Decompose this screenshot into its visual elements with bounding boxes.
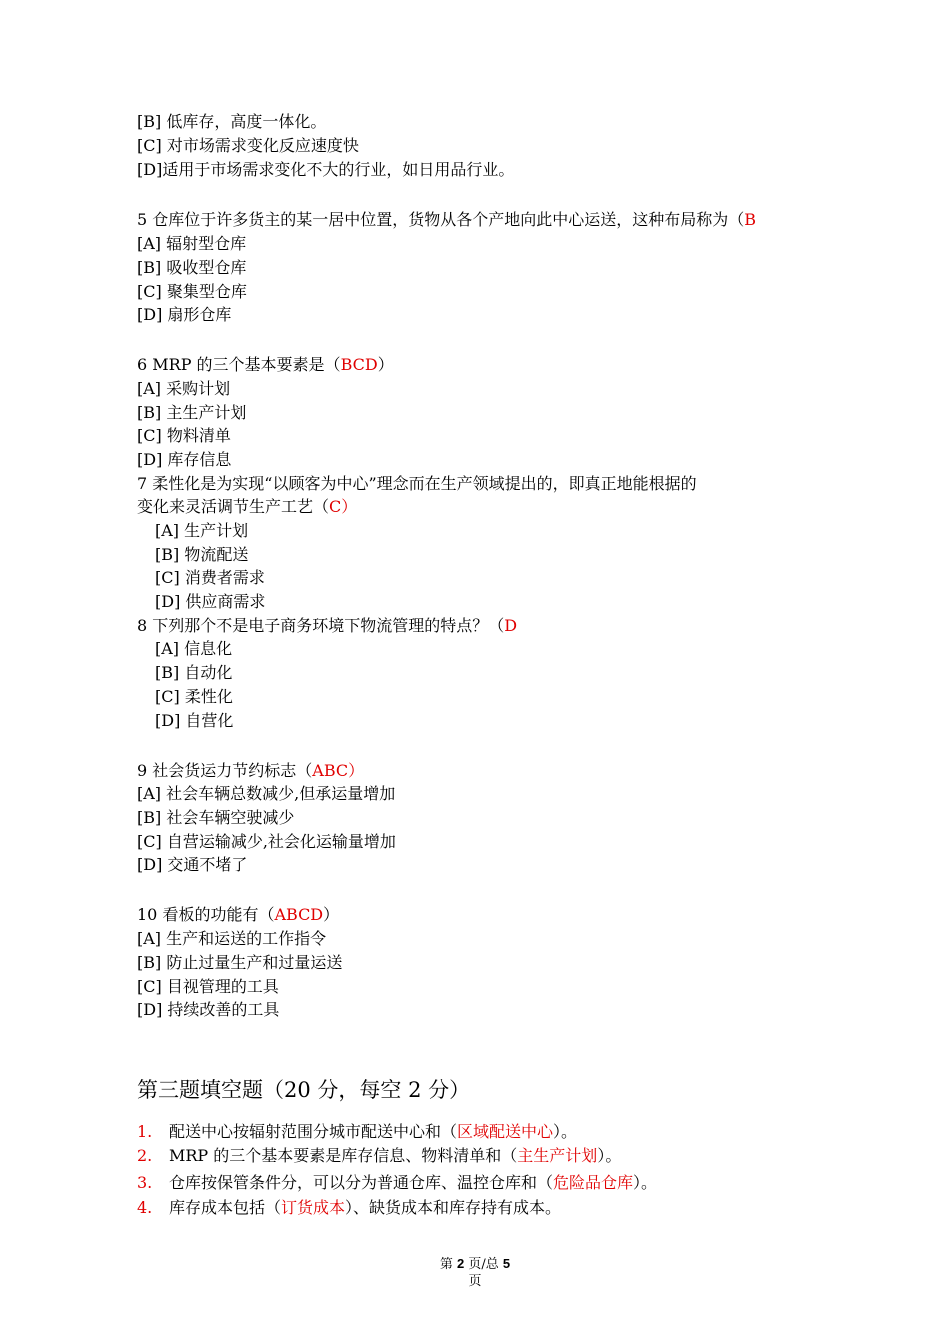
fill-item-number: 1. <box>137 1122 153 1141</box>
q6-option-b: [B] 主生产计划 <box>137 403 247 422</box>
q8-text: 8 下列那个不是电子商务环境下物流管理的特点？（ <box>137 616 505 635</box>
q5-option-c: [C] 聚集型仓库 <box>137 282 247 301</box>
fill-item-answer: 主生产计划 <box>517 1146 598 1165</box>
q10-option-c: [C] 目视管理的工具 <box>137 977 279 996</box>
q8-option-a: [A] 信息化 <box>155 639 233 658</box>
q8-option-b: [B] 自动化 <box>155 663 233 682</box>
footer-middle: 页/总 <box>464 1257 503 1272</box>
q10-close: ） <box>323 905 340 924</box>
fill-item <box>137 1144 621 1168</box>
fill-item-pre: 仓库按保管条件分，可以分为普通仓库、温控仓库和（ <box>169 1173 554 1192</box>
q10-option-a: [A] 生产和运送的工作指令 <box>137 929 327 948</box>
q4-option-d: [D]适用于市场需求变化不大的行业，如日用品行业。 <box>137 160 515 179</box>
q7-option-d: [D] 供应商需求 <box>155 592 266 611</box>
q9-option-d: [D] 交通不堵了 <box>137 855 248 874</box>
fill-item-post: ）。 <box>553 1122 578 1141</box>
q4-option-c: [C] 对市场需求变化反应速度快 <box>137 136 359 155</box>
q9-option-a: [A] 社会车辆总数减少,但承运量增加 <box>137 784 396 803</box>
q9-answer: ABC <box>312 761 349 780</box>
q10-answer: ABCD <box>274 905 324 924</box>
page-footer <box>0 1255 950 1274</box>
q8-answer: D <box>504 616 518 635</box>
q5-option-d: [D] 扇形仓库 <box>137 305 232 324</box>
fill-item-number: 3. <box>137 1173 153 1192</box>
q8-question <box>137 614 517 638</box>
q8-option-d: [D] 自营化 <box>155 711 234 730</box>
q6-option-a: [A] 采购计划 <box>137 379 231 398</box>
q7-answer: C <box>329 497 342 516</box>
q4-option-b: [B] 低库存，高度一体化。 <box>137 112 327 131</box>
q9-option-c: [C] 自营运输减少,社会化运输量增加 <box>137 832 396 851</box>
footer-page-number: 2 <box>457 1256 465 1271</box>
fill-item-answer: 区域配送中心 <box>457 1122 554 1141</box>
q7-text: 变化来灵活调节生产工艺（ <box>137 497 330 516</box>
fill-item-post: ）、缺货成本和库存持有成本。 <box>345 1198 562 1217</box>
footer-total-pages: 5 <box>502 1256 511 1271</box>
q8-option-c: [C] 柔性化 <box>155 687 233 706</box>
fill-item-answer: 危险品仓库 <box>553 1173 634 1192</box>
q7-option-a: [A] 生产计划 <box>155 521 249 540</box>
q7-question-line2 <box>137 495 357 519</box>
q5-option-b: [B] 吸收型仓库 <box>137 258 247 277</box>
q10-text: 10 看板的功能有（ <box>137 905 275 924</box>
fill-item <box>137 1171 657 1195</box>
q5-answer: B <box>744 210 757 229</box>
q7-option-b: [B] 物流配送 <box>155 545 249 564</box>
fill-item-pre: 配送中心按辐射范围分城市配送中心和（ <box>169 1122 458 1141</box>
q7-close: ） <box>341 497 358 516</box>
q5-question <box>137 208 756 232</box>
q7-option-c: [C] 消费者需求 <box>155 568 265 587</box>
section-heading: 第三题填空题（20 分，每空 2 分） <box>137 1078 471 1102</box>
q6-option-d: [D] 库存信息 <box>137 450 232 469</box>
fill-item <box>137 1120 577 1144</box>
q9-text: 9 社会货运力节约标志（ <box>137 761 313 780</box>
q10-option-b: [B] 防止过量生产和过量运送 <box>137 953 343 972</box>
q9-close: ） <box>348 761 365 780</box>
fill-item-pre: MRP 的三个基本要素是库存信息、物料清单和（ <box>169 1146 518 1165</box>
footer-page-suffix: 页 <box>468 1274 482 1289</box>
q6-close: ） <box>377 355 394 374</box>
q10-question <box>137 903 339 927</box>
q9-question <box>137 759 364 783</box>
q6-option-c: [C] 物料清单 <box>137 426 231 445</box>
fill-item-post: ）。 <box>597 1146 622 1165</box>
q5-option-a: [A] 辐射型仓库 <box>137 234 247 253</box>
footer-prefix: 第 <box>439 1257 457 1272</box>
fill-item-post: ）。 <box>633 1173 658 1192</box>
fill-item-number: 4. <box>137 1198 153 1217</box>
q10-option-d: [D] 持续改善的工具 <box>137 1000 280 1019</box>
fill-item-answer: 订货成本 <box>281 1198 346 1217</box>
q5-text: 5 仓库位于许多货主的某一居中位置，货物从各个产地向此中心运送，这种布局称为（ <box>137 210 745 229</box>
fill-item-pre: 库存成本包括（ <box>169 1198 282 1217</box>
q6-answer: BCD <box>340 355 378 374</box>
q9-option-b: [B] 社会车辆空驶减少 <box>137 808 295 827</box>
q6-text: 6 MRP 的三个基本要素是（ <box>137 355 341 374</box>
fill-item-number: 2. <box>137 1146 153 1165</box>
q6-question <box>137 353 394 377</box>
q7-question-line1: 7 柔性化是为实现“以顾客为中心”理念而在生产领域提出的，即真正地能根据的 <box>137 474 697 493</box>
fill-item <box>137 1196 561 1220</box>
